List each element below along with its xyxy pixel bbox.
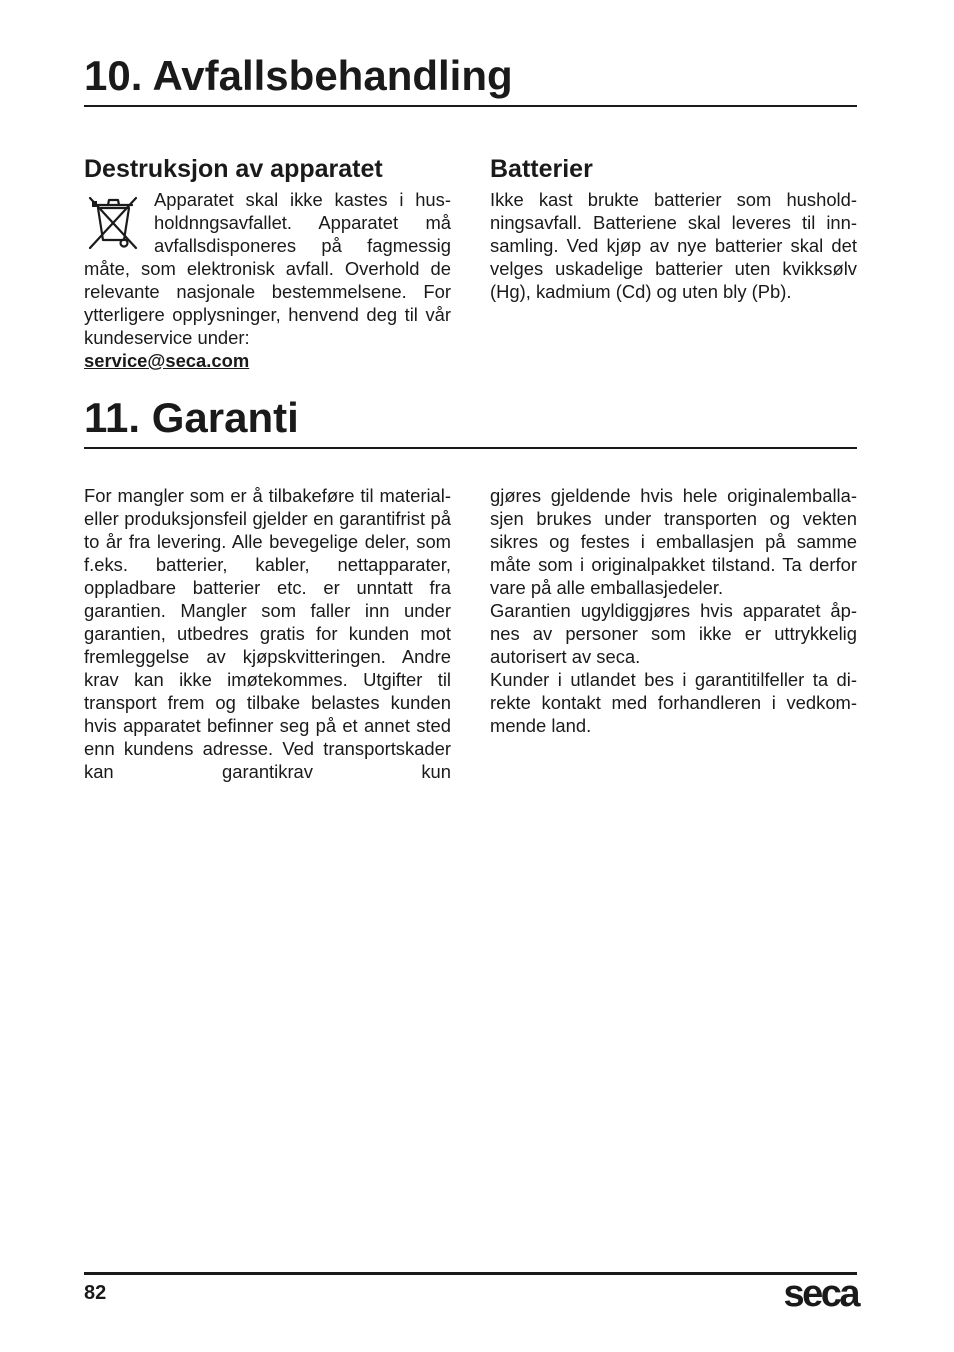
crossed-out-wheelie-bin-icon [84,192,142,252]
section-title-waste-disposal: 10. Avfallsbehandling [84,52,857,107]
heading-batteries: Batterier [490,155,593,183]
warranty-paragraph-2: Garantien ugyldiggjøres hvis apparatet åpnes av personer som ikke er uttrykkelig autorisert av seca. [490,600,857,667]
seca-logo: seca [783,1273,858,1315]
warranty-right-column [490,484,857,737]
disposal-text-block [84,188,451,349]
warranty-paragraph-3: Kunder i utlandet bes i garantitilfeller ta direkte kontakt med forhandleren i vedkommende land. [490,669,857,736]
section-title-warranty: 11. Garanti [84,394,857,449]
heading-device-disposal: Destruksjon av apparatet [84,155,383,183]
service-email-link[interactable]: service@seca.com [84,350,250,371]
warranty-left-text: For mangler som er å tilbakeføre til material- eller produksjonsfeil gjelder en garantifrist på to år fra levering. Alle bevegelige deler, som f.eks. batterier, kabler, nettapparater, oppladbare batterier etc. er unntatt fra garantien. Mangler som faller inn under garantien, utbedres gratis for kunden mot fremleggelse av kjøpskvitteringen. Andre krav kan ikke imøtekommes. Utgifter til transport frem og tilbake belastes kunden hvis apparatet befinner seg på et annet sted enn kundens adresse. Ved transportskader kan garantikrav kun [84,485,451,782]
warranty-left-column [84,484,451,783]
page-number: 82 [84,1282,107,1304]
warranty-paragraph-1: gjøres gjeldende hvis hele originalemballasjen brukes under transporten og vekten sikres og festes i emballasjen på samme måte som i originalpakket tilstand. Ta derfor vare på alle emballasjedeler. [490,485,857,598]
batteries-body-text: Ikke kast brukte batterier som husholdningsavfall. Batteriene skal leveres til innsamling. Ved kjøp av nye batterier skal det velges uskadelige batterier uten kvikksølv (Hg), kadmium (Cd) og uten bly (Pb). [490,189,857,302]
footer-divider [84,1272,857,1275]
disposal-body-text: Apparatet skal ikke kastes i husholdnngsavfallet. Apparatet må avfallsdisponeres på fagmessig måte, som elektronisk avfall. Overhold de relevante nasjonale bestemmelsene. For ytterligere opplysninger, henvend deg til vår kundeservice under: [84,189,451,348]
batteries-text-block [490,188,857,303]
